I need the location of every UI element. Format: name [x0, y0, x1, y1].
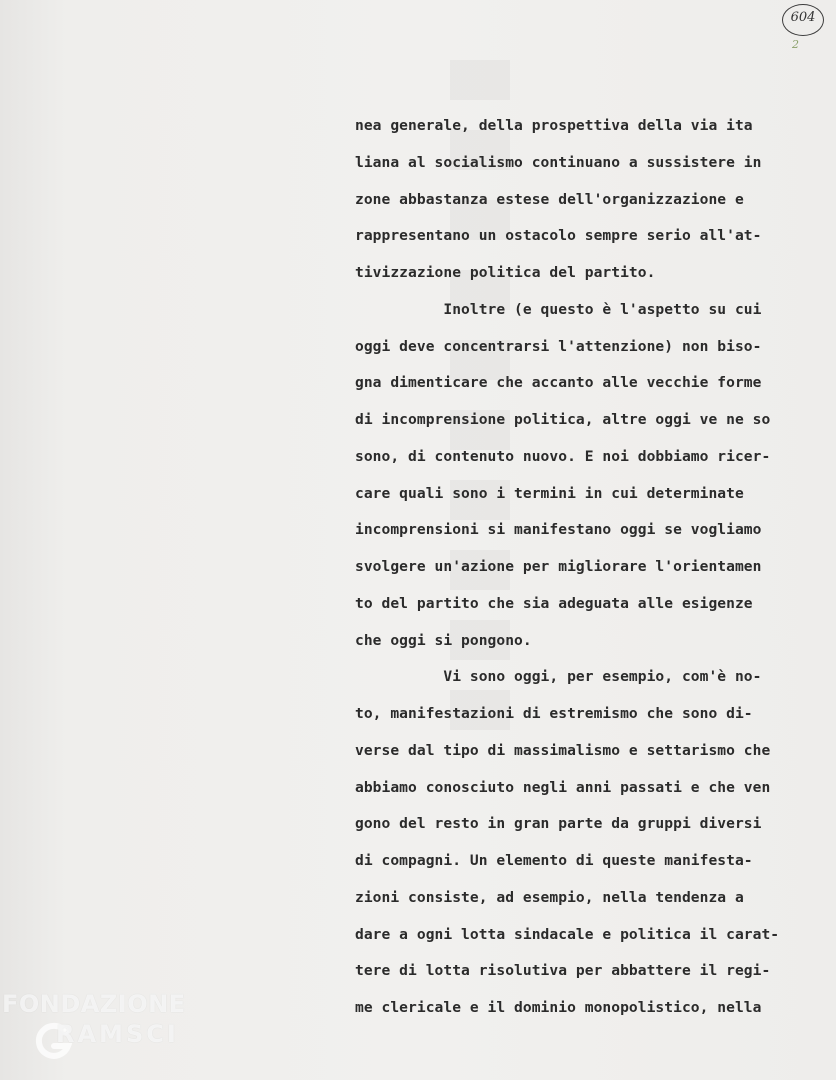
text-line: rappresentano un ostacolo sempre serio all'at-: [355, 227, 762, 245]
text-line: care quali sono i termini in cui determinate: [355, 484, 744, 502]
logo-line-1: FONDAZIONE: [2, 990, 186, 1018]
text-line: di incomprensione politica, altre oggi ve ne so: [355, 411, 771, 428]
text-line: zone abbastanza estese dell'organizzazione e: [355, 190, 744, 208]
fondazione-gramsci-logo: [2, 990, 212, 1070]
folio-number-sub: 2: [792, 38, 799, 51]
typed-text-block: [355, 116, 815, 1035]
folio-number-main: 604: [790, 10, 816, 25]
text-line: liana al socialismo continuano a sussistere in: [355, 153, 762, 171]
text-line: tivizzazione politica del partito.: [355, 264, 656, 281]
text-line: incomprensioni si manifestano oggi se vogliamo: [355, 521, 762, 539]
text-line: zioni consiste, ad esempio, nella tendenza a: [355, 888, 744, 906]
folio-number: [780, 2, 828, 51]
text-line: di compagni. Un elemento di queste manifesta-: [355, 852, 753, 869]
text-line: sono, di contenuto nuovo. E noi dobbiamo ricer-: [355, 447, 771, 465]
text-line: me clericale e il dominio monopolistico, nella: [355, 999, 762, 1016]
text-line: tere di lotta risolutiva per abbattere il regi-: [355, 962, 771, 980]
text-line: che oggi si pongono.: [355, 631, 532, 649]
text-line: abbiamo conosciuto negli anni passati e che ven: [355, 778, 771, 796]
text-line: Inoltre (e questo è l'aspetto su cui: [355, 300, 762, 318]
text-line: verse dal tipo di massimalismo e settarismo che: [355, 741, 771, 759]
text-line: svolgere un'azione per migliorare l'orientamen: [355, 558, 762, 575]
text-line: gna dimenticare che accanto alle vecchie forme: [355, 374, 762, 392]
text-line: to del partito che sia adeguata alle esigenze: [355, 594, 753, 612]
text-line: gono del resto in gran parte da gruppi diversi: [355, 815, 762, 833]
text-line: to, manifestazioni di estremismo che sono di-: [355, 705, 753, 722]
text-line: nea generale, della prospettiva della via ita: [355, 117, 753, 134]
logo-line-2: RAMSCI: [56, 1020, 179, 1048]
text-line: dare a ogni lotta sindacale e politica il carat-: [355, 925, 780, 943]
text-line: Vi sono oggi, per esempio, com'è no-: [355, 668, 762, 686]
text-line: oggi deve concentrarsi l'attenzione) non biso-: [355, 337, 762, 355]
